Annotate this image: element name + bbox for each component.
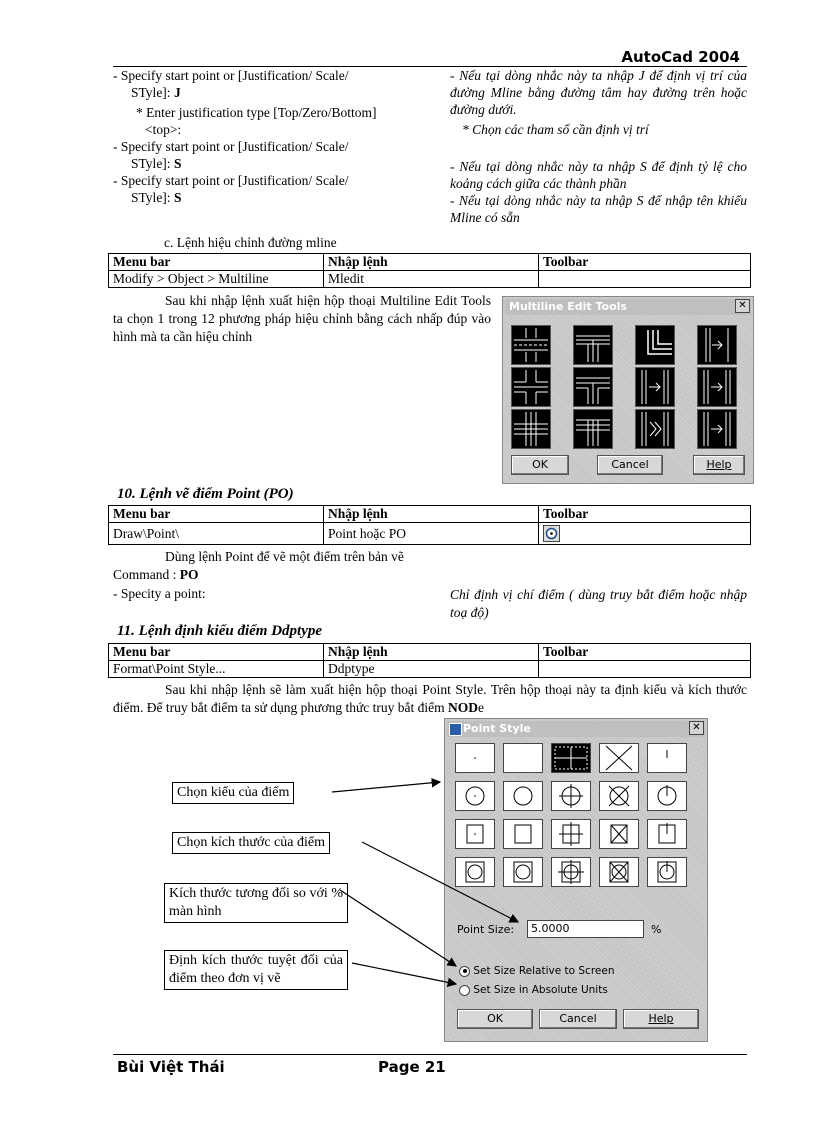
- prompt-note: - Nếu tại dòng nhắc này ta nhập J để định vị trí của đường Mline bằng đường tâm hay đường trên hoặc đường dưới.: [450, 68, 747, 117]
- prompt-line: STyle]: S: [131, 156, 182, 171]
- close-button[interactable]: ✕: [735, 299, 750, 313]
- cancel-button[interactable]: Cancel: [539, 1009, 617, 1029]
- prompt-line: - Specify start point or [Justification/ Scale/: [113, 139, 349, 154]
- ddptype-paragraph: Sau khi nhập lệnh sẽ làm xuất hiện hộp thoại Point Style. Trên hộp thoại này ta định kiểu và kích thước điểm. Để truy bắt điểm ta sử dụng phương thức truy bắt điểm NODe: [113, 682, 747, 715]
- radio-relative-label: Set Size Relative to Screen: [473, 965, 615, 977]
- table-header: Toolbar: [539, 254, 751, 271]
- table-header: Menu bar: [109, 506, 324, 523]
- callout-absolute-size: Định kích thước tuyệt đối của điểm theo đơn vị vẽ: [164, 950, 348, 990]
- cancel-button[interactable]: Cancel: [597, 455, 663, 475]
- dialog-title: Point Style: [447, 721, 705, 737]
- table-cell: Modify > Object > Multiline: [109, 271, 324, 288]
- prompt-note: - Nếu tại dòng nhắc này ta nhập S để định tỷ lệ cho koảng cách giữa các thành phần: [450, 159, 747, 191]
- arrow-to-radio-absolute: [352, 963, 456, 984]
- table-header: Menu bar: [109, 644, 324, 661]
- footer-rule: [113, 1054, 747, 1055]
- prompt-line: STyle]: J: [131, 85, 181, 100]
- prompt-line: * Enter justification type [Top/Zero/Bottom]: [136, 105, 377, 120]
- point-size-label: Point Size:: [457, 923, 515, 936]
- point-paragraph: Dùng lệnh Point để vẽ một điểm trên bản vẽ: [165, 549, 404, 564]
- arrow-to-point-type: [332, 782, 440, 792]
- point-size-input[interactable]: 5.0000: [527, 920, 644, 938]
- prompt-line: - Specify start point or [Justification/ Scale/: [113, 173, 349, 188]
- prompt-note: Chỉ định vị chí điểm ( dùng truy bắt điểm hoặc nhập toạ độ): [450, 587, 747, 620]
- mledit-paragraph: Sau khi nhập lệnh xuất hiện hộp thoại Multiline Edit Tools ta chọn 1 trong 12 phương pháp hiệu chỉnh bằng cách nhấp đúp vào hình mà ta cần hiệu chỉnh: [113, 293, 491, 344]
- document-header-title: AutoCad 2004: [621, 48, 740, 66]
- section-title: 11. Lệnh định kiểu điểm Ddptype: [117, 623, 323, 639]
- help-button[interactable]: Help: [623, 1009, 699, 1029]
- table-header: Menu bar: [109, 254, 324, 271]
- ok-button[interactable]: OK: [457, 1009, 533, 1029]
- table-header: Nhập lệnh: [324, 506, 539, 523]
- table-cell: Ddptype: [324, 661, 539, 678]
- table-cell: Draw\Point\: [109, 523, 324, 545]
- section-title: 10. Lệnh vẽ điểm Point (PO): [117, 486, 294, 502]
- prompt-note: * Chọn các tham số cần định vị trí: [462, 122, 649, 137]
- help-button[interactable]: Help: [693, 455, 745, 475]
- table-header: Nhập lệnh: [324, 644, 539, 661]
- footer-author: Bùi Việt Thái: [117, 1058, 225, 1076]
- callout-point-type: Chọn kiểu của điểm: [172, 782, 294, 804]
- radio-absolute-label: Set Size in Absolute Units: [473, 984, 608, 996]
- table-header: Nhập lệnh: [324, 254, 539, 271]
- table-header: Toolbar: [539, 644, 751, 661]
- prompt-line: - Specity a point:: [113, 586, 206, 601]
- table-header: Toolbar: [539, 506, 751, 523]
- footer-page-number: Page 21: [378, 1058, 446, 1076]
- callout-relative-size: Kích thước tương đối so với % màn hình: [164, 883, 348, 923]
- prompt-line: STyle]: S: [131, 190, 182, 205]
- ok-button[interactable]: OK: [511, 455, 569, 475]
- prompt-note: - Nếu tại dòng nhắc này ta nhập S để nhập tên khiểu Mline có sẵn: [450, 193, 747, 225]
- mledit-subtitle: c. Lệnh hiệu chỉnh đường mline: [164, 235, 337, 250]
- arrow-to-point-size: [362, 842, 518, 922]
- table-cell: Point hoặc PO: [324, 523, 539, 545]
- close-button[interactable]: ✕: [689, 721, 704, 735]
- prompt-line: - Specify start point or [Justification/ Scale/: [113, 68, 349, 83]
- prompt-line: <top>:: [145, 122, 182, 137]
- command-line: Command : PO: [113, 567, 199, 582]
- arrow-to-radio-relative: [340, 890, 456, 966]
- dialog-title: Multiline Edit Tools: [505, 299, 751, 315]
- percent-label: %: [651, 923, 662, 936]
- callout-point-size: Chọn kích thước của điểm: [172, 832, 330, 854]
- table-cell: Format\Point Style...: [109, 661, 324, 678]
- table-cell: Mledit: [324, 271, 539, 288]
